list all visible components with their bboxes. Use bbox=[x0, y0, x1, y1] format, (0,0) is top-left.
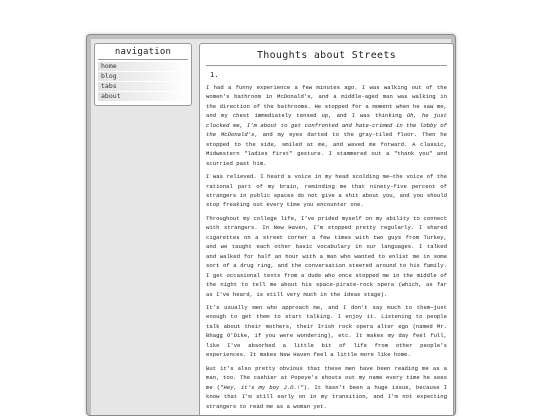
navigation-divider bbox=[98, 59, 188, 60]
content-panel bbox=[199, 43, 454, 415]
nav-item-about[interactable]: about bbox=[98, 92, 188, 101]
paragraph-2: I was relieved. I heard a voice in my head scolding me—the voice of the rational part of my brain, reminding me that ninety-five percent of strangers in public spaces do not give a shit about you, and you should stop freaking out every time you encounter one. bbox=[206, 173, 447, 209]
nav-item-blog[interactable]: blog bbox=[98, 72, 188, 81]
paragraph-5-italic: "Hey, it's my boy J.D.!" bbox=[220, 383, 304, 391]
paragraph-5-text-b: ). It hasn't been a huge issue, because I know that I'm still early on in my transition, and I'm not expecting strangers to read me as a woman yet. bbox=[206, 383, 447, 410]
paragraph-5-text-a: But it's also pretty obvious that these men have been reading me as a man, too. The cashier at Popeye's shouts out my name every time he sees me ( bbox=[206, 364, 447, 391]
navigation-title: navigation bbox=[114, 47, 172, 57]
nav-item-home[interactable]: home bbox=[98, 62, 188, 71]
paragraph-1-text-b: , and my eyes darted to the gray-tiled floor. Then he stopped to the side, smiled at me, and waved me forward. A classic, Midwestern "ladies first" gesture. I stammered out a "thank you" and scurried past him. bbox=[206, 131, 447, 167]
paragraph-3: Throughout my college life, I've prided myself on my ability to connect with strangers. In New Haven, I'm stopped pretty regularly. I shared cigarettes on a street corner a few times with two guys from Turkey, and we taught each other basic vocabulary in our languages. I talked and walked for half an hour with a man who wanted to enlist me in some sort of a drug ring, and the conversation steered around to his family. I get occasional texts from a dude who once stopped me in the middle of the night to tell me about his space-pirate-rock opera (which, as far as I've heard, is still very much in the ideas stage). bbox=[206, 214, 447, 298]
nav-item-tabs[interactable]: tabs bbox=[98, 82, 188, 91]
page-inner bbox=[91, 39, 451, 415]
page-title: Thoughts about Streets bbox=[256, 50, 397, 61]
paragraph-4: It's usually men who approach me, and I don't say much to them—just enough to get them to start talking. I enjoy it. Listening to people talk about their mothers, their Irish rock opera alter ego (named Mr. Bhagg O'Dike, if you were wondering), etc. It makes my day feel full, like I've absorbed a little bit of life from other people's experiences. It makes New Haven feel a little more like home. bbox=[206, 303, 447, 359]
paragraph-5 bbox=[206, 364, 447, 411]
paragraph-1-italic: Oh, he just clocked me, I'm about to get confronted and hate-crimed in the lobby of the McDonald's bbox=[206, 112, 447, 139]
post-body bbox=[206, 83, 447, 411]
post-number: 1. bbox=[210, 71, 219, 79]
paragraph-1-text-a: I had a funny experience a few minutes ago. I was walking out of the women's bathroom in McDonald's, and a middle-aged man was walking in the direction of the bathrooms. He stopped for a moment when he saw me, and my chest immediately tensed up, and I was thinking bbox=[206, 84, 447, 120]
paragraph-1 bbox=[206, 83, 447, 168]
navigation-panel bbox=[94, 43, 192, 106]
title-divider bbox=[206, 65, 447, 66]
page-frame bbox=[86, 34, 456, 416]
